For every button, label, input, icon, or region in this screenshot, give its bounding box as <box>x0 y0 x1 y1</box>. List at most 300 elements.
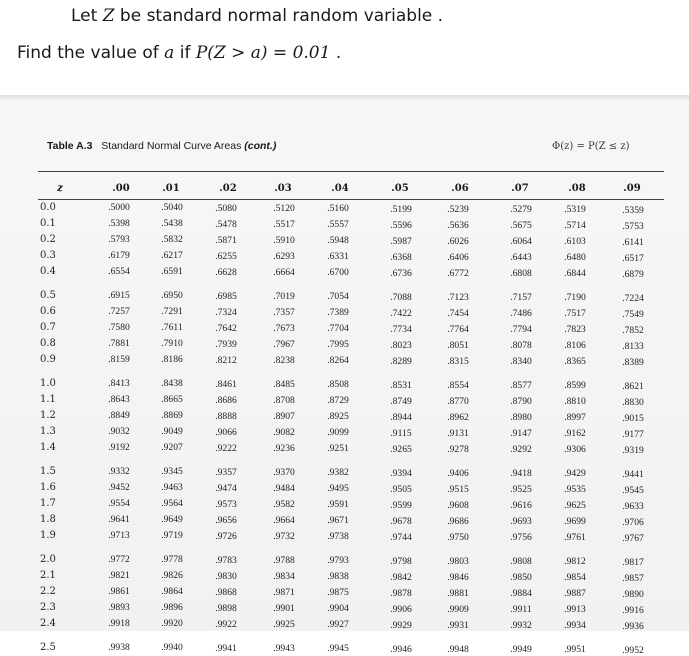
z-value-cell: 0.6 <box>40 306 56 317</box>
probability-cell: .9878 <box>390 587 412 599</box>
z-value-cell: 2.0 <box>40 554 56 565</box>
z-value-cell: 2.4 <box>40 618 56 629</box>
z-column-header: z <box>57 183 63 194</box>
probability-cell: .6628 <box>215 266 237 278</box>
z-value-cell: 1.2 <box>40 410 56 421</box>
probability-cell: .9931 <box>447 619 469 631</box>
probability-cell: .8461 <box>215 378 237 390</box>
probability-cell: .7764 <box>447 323 469 335</box>
probability-cell: .9719 <box>161 530 183 542</box>
probability-cell: .7257 <box>108 306 130 317</box>
probability-cell: .8729 <box>327 395 349 407</box>
probability-cell: .7324 <box>215 306 237 318</box>
probability-cell: .6443 <box>510 252 532 264</box>
z-value-cell: 0.1 <box>40 218 56 229</box>
probability-cell: .9265 <box>390 443 412 455</box>
probability-cell: .9901 <box>273 602 295 614</box>
z-value-cell: 0.3 <box>40 250 56 261</box>
probability-cell: .9911 <box>510 604 532 616</box>
probability-cell: .9871 <box>273 586 295 598</box>
probability-cell: .9750 <box>447 531 469 543</box>
probability-cell: .9525 <box>510 484 532 496</box>
probability-cell: .6950 <box>161 290 183 302</box>
probability-cell: .9678 <box>390 515 412 527</box>
probability-cell: .5438 <box>161 218 183 230</box>
z-value-cell: 1.3 <box>40 426 56 437</box>
probability-cell: .9082 <box>273 426 295 438</box>
probability-cell: .8078 <box>510 340 532 352</box>
probability-cell: .9834 <box>273 570 295 582</box>
column-header: .08 <box>568 183 586 194</box>
column-header: .07 <box>511 183 529 194</box>
photo-top-edge <box>0 95 689 100</box>
probability-cell: .9941 <box>215 642 237 654</box>
probability-cell: .9474 <box>215 482 237 494</box>
probability-cell: .5714 <box>564 220 586 232</box>
probability-cell: .9236 <box>273 442 295 454</box>
z-value-cell: 0.4 <box>40 266 56 277</box>
probability-cell: .5871 <box>215 234 237 246</box>
z-value-cell: 1.4 <box>40 442 56 453</box>
probability-cell: .9842 <box>390 571 412 583</box>
probability-cell: .9783 <box>215 554 237 566</box>
probability-cell: .9573 <box>215 498 237 510</box>
probability-cell: .5319 <box>564 204 586 216</box>
probability-cell: .9920 <box>161 618 183 630</box>
table-header-rule <box>38 199 664 200</box>
probability-cell: .6985 <box>215 290 237 302</box>
question-line-2-prefix: Find the value of <box>17 43 165 63</box>
probability-cell: .7123 <box>447 291 469 303</box>
probability-cell: .7995 <box>327 339 349 351</box>
probability-cell: .9864 <box>161 586 183 598</box>
probability-cell: .9599 <box>390 499 412 511</box>
probability-cell: .9913 <box>564 604 586 616</box>
probability-cell: .7088 <box>390 291 412 303</box>
probability-cell: .6664 <box>273 266 295 278</box>
probability-cell: .9756 <box>510 532 532 544</box>
probability-cell: .9821 <box>108 570 130 581</box>
probability-cell: .6591 <box>161 266 183 278</box>
probability-cell: .9890 <box>622 588 644 600</box>
probability-cell: .9582 <box>273 498 295 510</box>
probability-cell: .5199 <box>390 203 412 215</box>
probability-cell: .9545 <box>622 484 644 496</box>
probability-cell: .9793 <box>327 555 349 567</box>
probability-cell: .9049 <box>161 426 183 438</box>
probability-cell: .5557 <box>327 219 349 231</box>
probability-cell: .9854 <box>564 572 586 584</box>
probability-cell: .9916 <box>622 604 644 616</box>
probability-cell: .9948 <box>447 643 469 655</box>
z-value-cell: 2.1 <box>40 570 56 581</box>
probability-cell: .7734 <box>390 323 412 335</box>
probability-cell: .5160 <box>327 203 349 215</box>
probability-cell: .7549 <box>622 308 644 320</box>
probability-cell: .9706 <box>622 516 644 528</box>
probability-expression: P(Z > a) = 0.01 <box>195 43 331 63</box>
probability-cell: .9929 <box>390 619 412 631</box>
probability-cell: .9131 <box>447 427 469 439</box>
probability-cell: .6103 <box>564 236 586 248</box>
probability-cell: .7517 <box>564 308 586 320</box>
probability-cell: .8944 <box>390 411 412 423</box>
column-header: .05 <box>391 183 409 194</box>
probability-cell: .9441 <box>622 468 644 480</box>
probability-cell: .9826 <box>161 570 183 582</box>
probability-cell: .9591 <box>327 499 349 511</box>
probability-cell: .9949 <box>510 644 532 656</box>
probability-cell: .7910 <box>161 338 183 350</box>
probability-cell: .5675 <box>510 220 532 232</box>
probability-cell: .9099 <box>327 427 349 439</box>
probability-cell: .6368 <box>390 251 412 263</box>
z-value-cell: 2.3 <box>40 602 56 613</box>
probability-cell: .8554 <box>447 379 469 391</box>
probability-cell: .7580 <box>108 322 130 333</box>
probability-cell: .8508 <box>327 379 349 391</box>
probability-cell: .8907 <box>273 410 295 422</box>
probability-cell: .5753 <box>622 220 644 232</box>
probability-cell: .9838 <box>327 571 349 583</box>
probability-cell: .9922 <box>215 618 237 630</box>
probability-cell: .9875 <box>327 587 349 599</box>
z-value-cell: 1.6 <box>40 482 56 493</box>
probability-cell: .8621 <box>622 380 644 392</box>
probability-cell: .9896 <box>161 602 183 614</box>
probability-cell: .5040 <box>161 202 183 214</box>
probability-cell: .8023 <box>390 339 412 351</box>
probability-cell: .5517 <box>273 218 295 230</box>
probability-cell: .6064 <box>510 236 532 248</box>
probability-cell: .7673 <box>273 322 295 334</box>
probability-cell: .8849 <box>108 410 130 421</box>
probability-cell: .7157 <box>510 292 532 304</box>
variable-z: Z <box>102 6 115 26</box>
probability-cell: .9641 <box>108 514 130 525</box>
probability-cell: .9177 <box>622 428 644 440</box>
probability-cell: .8749 <box>390 395 412 407</box>
probability-cell: .7486 <box>510 308 532 320</box>
question-line-1-prefix: Let <box>71 6 103 26</box>
probability-cell: .8186 <box>161 354 183 366</box>
probability-cell: .5478 <box>215 218 237 230</box>
probability-cell: .9726 <box>215 530 237 542</box>
probability-cell: .9656 <box>215 514 237 526</box>
probability-cell: .5000 <box>108 202 130 213</box>
probability-cell: .9778 <box>161 554 183 566</box>
probability-cell: .8962 <box>447 411 469 423</box>
probability-cell: .9671 <box>327 515 349 527</box>
probability-cell: .6293 <box>273 250 295 262</box>
probability-cell: .6517 <box>622 252 644 264</box>
probability-cell: .8686 <box>215 394 237 406</box>
probability-cell: .9292 <box>510 444 532 456</box>
z-value-cell: 0.5 <box>40 290 56 301</box>
probability-cell: .6255 <box>215 250 237 262</box>
probability-cell: .9812 <box>564 556 586 568</box>
probability-cell: .6554 <box>108 266 130 277</box>
probability-cell: .9319 <box>622 444 644 456</box>
probability-cell: .9761 <box>564 532 586 544</box>
probability-cell: .9515 <box>447 483 469 495</box>
probability-cell: .6772 <box>447 267 469 279</box>
probability-cell: .7224 <box>622 292 644 304</box>
probability-cell: .9925 <box>273 618 295 630</box>
probability-cell: .9484 <box>273 482 295 494</box>
probability-cell: .8997 <box>564 412 586 424</box>
probability-cell: .9772 <box>108 554 130 565</box>
probability-cell: .9699 <box>564 516 586 528</box>
probability-cell: .8315 <box>447 355 469 367</box>
probability-cell: .9495 <box>327 483 349 495</box>
probability-cell: .5120 <box>273 202 295 214</box>
probability-cell: .9868 <box>215 586 237 598</box>
probability-cell: .9934 <box>564 620 586 632</box>
probability-cell: .9857 <box>622 572 644 584</box>
variable-a: a <box>164 43 175 63</box>
table-title-text: Standard Normal Curve Areas <box>101 140 245 152</box>
probability-cell: .8264 <box>327 355 349 367</box>
probability-cell: .7852 <box>622 324 644 336</box>
probability-cell: .5398 <box>108 218 130 229</box>
probability-cell: .8665 <box>161 394 183 406</box>
probability-cell: .7823 <box>564 324 586 336</box>
probability-cell: .9608 <box>447 499 469 511</box>
probability-cell: .9850 <box>510 572 532 584</box>
probability-cell: .9943 <box>273 642 295 654</box>
z-value-cell: 1.8 <box>40 514 56 525</box>
probability-cell: .8643 <box>108 394 130 405</box>
probability-cell: .7642 <box>215 322 237 334</box>
z-value-cell: 2.5 <box>40 642 56 653</box>
probability-cell: .6026 <box>447 235 469 247</box>
probability-cell: .5948 <box>327 235 349 247</box>
probability-cell: .8770 <box>447 395 469 407</box>
probability-cell: .5832 <box>161 234 183 246</box>
probability-cell: .8810 <box>564 396 586 408</box>
cdf-formula: Φ(z) = P(Z ≤ z) <box>552 141 630 152</box>
probability-cell: .9370 <box>273 466 295 478</box>
probability-cell: .7190 <box>564 292 586 304</box>
probability-cell: .6844 <box>564 268 586 280</box>
probability-cell: .9649 <box>161 514 183 526</box>
table-top-rule <box>38 171 664 172</box>
probability-cell: .9625 <box>564 500 586 512</box>
probability-cell: .8340 <box>510 356 532 368</box>
probability-cell: .9429 <box>564 468 586 480</box>
probability-cell: .8790 <box>510 396 532 408</box>
probability-cell: .9332 <box>108 466 130 477</box>
probability-cell: .6736 <box>390 267 412 279</box>
probability-cell: .9345 <box>161 466 183 478</box>
probability-cell: .9664 <box>273 514 295 526</box>
z-value-cell: 0.7 <box>40 322 56 333</box>
probability-cell: .5080 <box>215 202 237 214</box>
table-title-cont: (cont.) <box>244 140 277 152</box>
table-title <box>47 140 276 152</box>
probability-cell: .5359 <box>622 204 644 216</box>
probability-cell: .9535 <box>564 484 586 496</box>
probability-cell: .9394 <box>390 467 412 479</box>
z-value-cell: 1.0 <box>40 378 56 389</box>
probability-cell: .8106 <box>564 340 586 352</box>
probability-cell: .7704 <box>327 323 349 335</box>
probability-cell: .7967 <box>273 338 295 350</box>
probability-cell: .9382 <box>327 467 349 479</box>
probability-cell: .8365 <box>564 356 586 368</box>
probability-cell: .8869 <box>161 410 183 422</box>
probability-cell: .9066 <box>215 426 237 438</box>
probability-cell: .8212 <box>215 354 237 366</box>
probability-cell: .9861 <box>108 586 130 597</box>
probability-cell: .8289 <box>390 355 412 367</box>
probability-cell: .8051 <box>447 339 469 351</box>
z-value-cell: 0.9 <box>40 354 56 365</box>
probability-cell: .7939 <box>215 338 237 350</box>
column-header: .04 <box>331 183 349 194</box>
question-line-1-suffix: be standard normal random variable . <box>114 6 444 26</box>
probability-cell: .9906 <box>390 603 412 615</box>
probability-cell: .9115 <box>390 427 412 439</box>
probability-cell: .9898 <box>215 602 237 614</box>
probability-cell: .9945 <box>327 643 349 655</box>
probability-cell: .9278 <box>447 443 469 455</box>
probability-cell: .8531 <box>390 379 412 391</box>
z-value-cell: 1.7 <box>40 498 56 509</box>
probability-cell: .9738 <box>327 531 349 543</box>
column-header: .02 <box>219 183 237 194</box>
z-value-cell: 1.1 <box>40 394 56 405</box>
probability-cell: .6879 <box>622 268 644 280</box>
probability-cell: .8888 <box>215 410 237 422</box>
column-header: .00 <box>112 183 130 194</box>
probability-cell: .6141 <box>622 236 644 248</box>
probability-cell: .9884 <box>510 588 532 600</box>
probability-cell: .9207 <box>161 442 183 454</box>
probability-cell: .8438 <box>161 378 183 390</box>
probability-cell: .9564 <box>161 498 183 510</box>
column-header: .01 <box>162 183 180 194</box>
probability-cell: .9032 <box>108 426 130 437</box>
probability-cell: .8389 <box>622 356 644 368</box>
probability-cell: .9251 <box>327 443 349 455</box>
probability-cell: .9732 <box>273 530 295 542</box>
z-value-cell: 0.8 <box>40 338 56 349</box>
probability-cell: .9505 <box>390 483 412 495</box>
probability-cell: .9357 <box>215 466 237 478</box>
probability-cell: .9713 <box>108 530 130 541</box>
probability-cell: .7357 <box>273 306 295 318</box>
probability-cell: .5636 <box>447 219 469 231</box>
column-header: .09 <box>623 183 641 194</box>
probability-cell: .7389 <box>327 307 349 319</box>
probability-cell: .9846 <box>447 571 469 583</box>
probability-cell: .5596 <box>390 219 412 231</box>
probability-cell: .8159 <box>108 354 130 365</box>
probability-cell: .8925 <box>327 411 349 423</box>
probability-cell: .9406 <box>447 467 469 479</box>
probability-cell: .9918 <box>108 618 130 629</box>
z-value-cell: 0.2 <box>40 234 56 245</box>
question-line-1 <box>71 6 443 26</box>
probability-cell: .9817 <box>622 556 644 568</box>
probability-cell: .5793 <box>108 234 130 245</box>
probability-cell: .6700 <box>327 267 349 279</box>
z-value-cell: 1.9 <box>40 530 56 541</box>
probability-cell: .8830 <box>622 396 644 408</box>
probability-cell: .9306 <box>564 444 586 456</box>
probability-cell: .7291 <box>161 306 183 318</box>
question-line-2 <box>17 43 341 63</box>
probability-cell: .5279 <box>510 204 532 216</box>
probability-cell: .5239 <box>447 203 469 215</box>
probability-cell: .6331 <box>327 251 349 263</box>
probability-cell: .7454 <box>447 307 469 319</box>
probability-cell: .8413 <box>108 378 130 389</box>
question-line-2-suffix: . <box>330 43 342 63</box>
probability-cell: .7611 <box>161 322 183 334</box>
table-photo <box>0 95 689 656</box>
table-label: Table A.3 <box>47 140 93 152</box>
probability-cell: .6808 <box>510 268 532 280</box>
probability-cell: .8980 <box>510 412 532 424</box>
probability-cell: .9767 <box>622 532 644 544</box>
probability-cell: .9015 <box>622 412 644 424</box>
probability-cell: .9881 <box>447 587 469 599</box>
probability-cell: .9952 <box>622 644 644 656</box>
probability-cell: .9808 <box>510 556 532 568</box>
probability-cell: .8708 <box>273 394 295 406</box>
probability-cell: .6179 <box>108 250 130 261</box>
probability-cell: .9940 <box>161 642 183 654</box>
z-value-cell: 1.5 <box>40 466 56 477</box>
probability-cell: .9927 <box>327 619 349 631</box>
probability-cell: .9951 <box>564 644 586 656</box>
probability-cell: .6406 <box>447 251 469 263</box>
probability-cell: .9452 <box>108 482 130 493</box>
probability-cell: .8238 <box>273 354 295 366</box>
z-value-cell: 0.0 <box>40 202 56 213</box>
probability-cell: .9616 <box>510 500 532 512</box>
probability-cell: .9830 <box>215 570 237 582</box>
probability-cell: .9147 <box>510 428 532 440</box>
probability-cell: .9633 <box>622 500 644 512</box>
probability-cell: .9788 <box>273 554 295 566</box>
probability-cell: .8133 <box>622 340 644 352</box>
probability-cell: .5987 <box>390 235 412 247</box>
probability-cell: .9946 <box>390 643 412 655</box>
probability-cell: .8599 <box>564 380 586 392</box>
probability-cell: .7422 <box>390 307 412 319</box>
column-header: .03 <box>274 183 292 194</box>
probability-cell: .9932 <box>510 620 532 632</box>
probability-cell: .6217 <box>161 250 183 262</box>
probability-cell: .9893 <box>108 602 130 613</box>
probability-cell: .9936 <box>622 620 644 632</box>
z-value-cell: 2.2 <box>40 586 56 597</box>
probability-cell: .9803 <box>447 555 469 567</box>
probability-cell: .9192 <box>108 442 130 453</box>
column-header: .06 <box>451 183 469 194</box>
probability-cell: .9162 <box>564 428 586 440</box>
probability-cell: .9686 <box>447 515 469 527</box>
probability-cell: .8577 <box>510 380 532 392</box>
probability-cell: .9418 <box>510 468 532 480</box>
probability-cell: .7794 <box>510 324 532 336</box>
probability-cell: .9744 <box>390 531 412 543</box>
probability-cell: .9222 <box>215 442 237 454</box>
